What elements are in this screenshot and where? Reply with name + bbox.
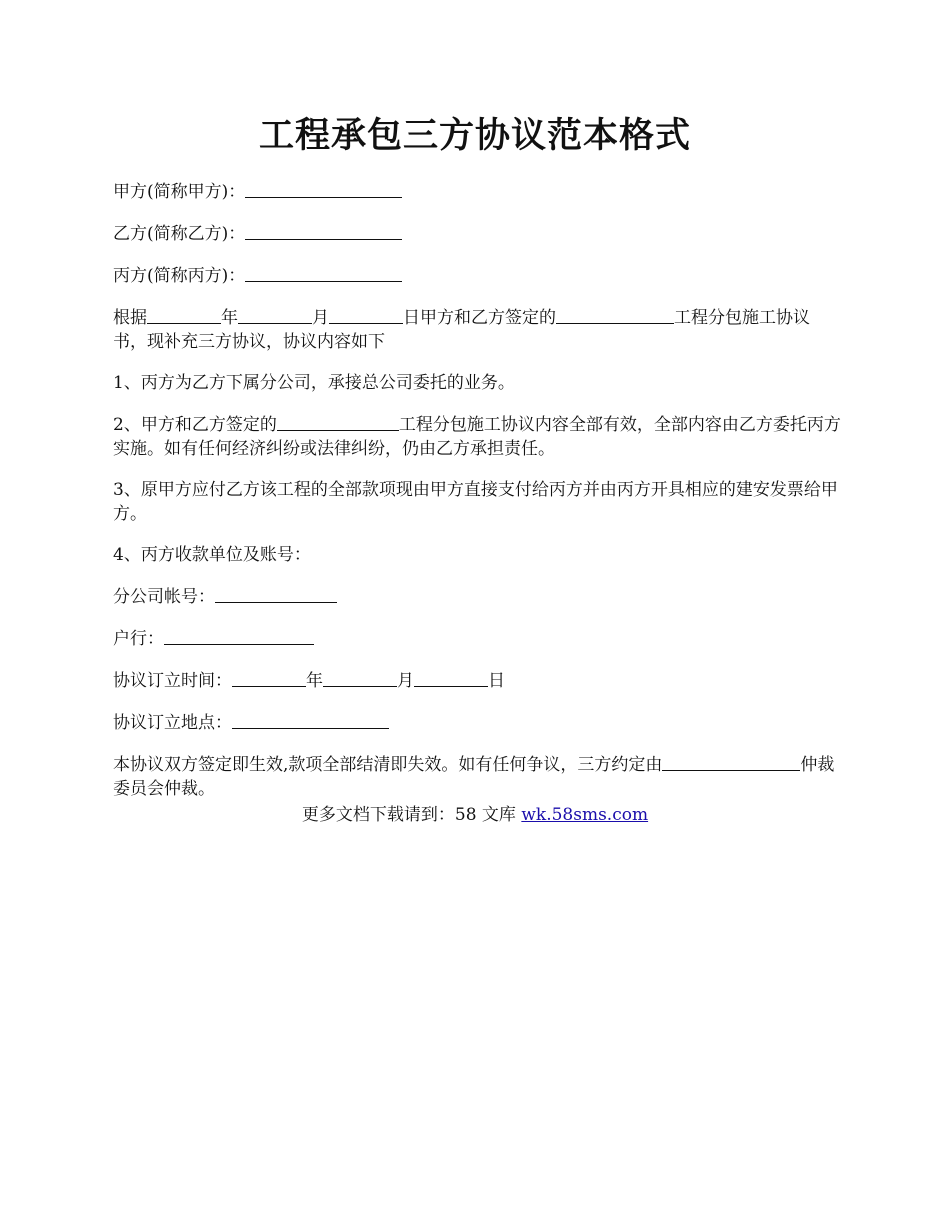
party-b-line: [113, 221, 841, 246]
date-label: 协议订立时间：: [113, 671, 232, 691]
clause-2: [113, 412, 841, 461]
account-line: [113, 584, 841, 609]
closing-arbitration-blank-cont: [784, 753, 800, 771]
preamble-year: 年: [221, 308, 238, 328]
preamble-day-blank: [329, 306, 403, 324]
date-month-blank: [323, 669, 397, 687]
preamble-paragraph: [113, 305, 841, 354]
document-body: [113, 179, 841, 818]
closing-suffix: 仲裁委员会仲裁。: [113, 755, 835, 799]
preamble-year-blank: [147, 306, 221, 324]
party-b-blank: [245, 222, 402, 240]
preamble-suffix: 工程分包施工协议书，现补充三方协议，协议内容如下: [113, 308, 810, 352]
party-a-line: [113, 179, 841, 204]
clause-2-prefix: 2、甲方和乙方签定的: [113, 415, 277, 435]
date-month: 月: [397, 671, 414, 691]
date-line: [113, 668, 841, 693]
preamble-project-blank: [556, 306, 674, 324]
party-b-label: 乙方(简称乙方)：: [113, 224, 246, 244]
date-year: 年: [306, 671, 323, 691]
party-a-label: 甲方(简称甲方)：: [113, 182, 246, 202]
party-c-line: [113, 263, 841, 288]
clause-2-suffix: 工程分包施工协议内容全部有效，全部内容由乙方委托丙方实施。如有任何经济纠纷或法律纠纷，仍由乙方承担责任。: [113, 415, 841, 459]
footer-text: 更多文档下载请到：58 文库: [301, 805, 522, 825]
preamble-month: 月: [312, 308, 329, 328]
party-c-blank: [245, 264, 402, 282]
place-line: [113, 710, 841, 735]
party-c-label: 丙方(简称丙方)：: [113, 266, 246, 286]
party-a-blank: [245, 180, 402, 198]
download-footer: [0, 803, 950, 827]
closing-prefix: 本协议双方签定即生效,款项全部结清即失效。如有任何争议，三方约定由: [113, 755, 663, 775]
preamble-prefix: 根据: [113, 308, 147, 328]
preamble-month-blank: [238, 306, 312, 324]
clause-2-project-blank: [277, 413, 399, 431]
bank-blank: [164, 627, 314, 645]
bank-label: 户行：: [113, 629, 164, 649]
place-blank: [232, 711, 389, 729]
date-day: 日: [488, 671, 505, 691]
date-day-blank: [414, 669, 488, 687]
clause-1: 1、丙方为乙方下属分公司，承接总公司委托的业务。: [113, 373, 515, 393]
clause-3: 3、原甲方应付乙方该工程的全部款项现由甲方直接支付给丙方并由丙方开具相应的建安发票给甲方。: [113, 480, 838, 524]
account-label: 分公司帐号：: [113, 587, 215, 607]
page-title: 工程承包三方协议范本格式: [258, 115, 691, 156]
account-blank: [215, 585, 337, 603]
closing-arbitration-blank: [662, 753, 784, 771]
clause-4: 4、丙方收款单位及账号：: [113, 545, 311, 565]
closing-paragraph: [113, 752, 841, 801]
preamble-day-text: 日甲方和乙方签定的: [403, 308, 556, 328]
date-year-blank: [232, 669, 306, 687]
place-label: 协议订立地点：: [113, 713, 232, 733]
bank-line: [113, 626, 841, 651]
footer-link[interactable]: wk.58sms.com: [521, 805, 649, 825]
